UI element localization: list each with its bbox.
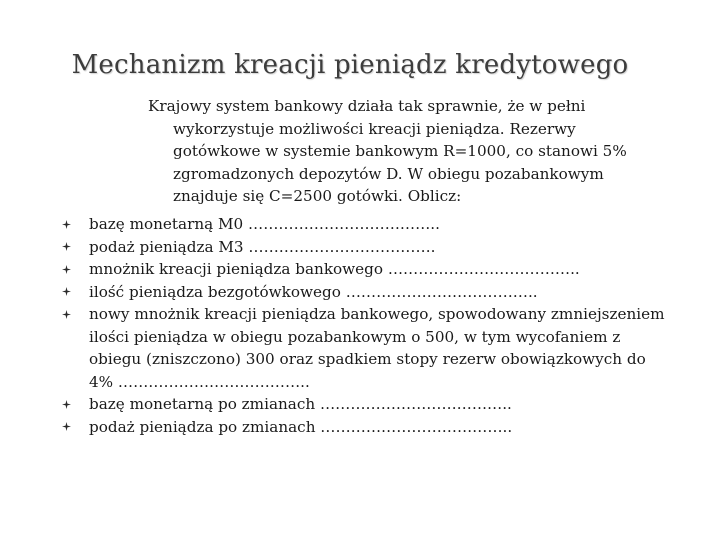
ornament-bullet-icon: [60, 416, 72, 439]
task-item: [60, 416, 670, 439]
ornament-bullet-icon: [60, 213, 72, 236]
ornament-bullet-icon: [60, 281, 72, 304]
task-item: [60, 393, 670, 416]
slide-title: Mechanizm kreacji pieniądz kredytowego: [71, 50, 629, 80]
ornament-bullet-icon: [60, 303, 72, 326]
task-text: podaż pieniądza po zmianach ………………………………..: [89, 417, 513, 436]
task-text: bazę monetarną po zmianach ………………………………..: [89, 395, 512, 413]
ornament-bullet-icon: [60, 393, 72, 416]
task-text: podaż pieniądza M3 ……………………………….: [89, 237, 436, 256]
task-item: [60, 236, 670, 259]
task-text: nowy mnożnik kreacji pieniądza bankowego, spowodowany zmniejszeniem ilości pieniądza w obiegu pozabankowym o 500, w tym wycofaniem z obiegu (zniszczono) 300 oraz spadkiem stopy rezerw obowiązkowych do 4% ………………………………..: [89, 305, 665, 391]
task-item: [60, 258, 670, 281]
intro-paragraph: Krajowy system bankowy działa tak sprawnie, że w pełni wykorzystuje możliwości kreacji pieniądza. Rezerwy gotówkowe w systemie bankowym R=1000, co stanowi 5% zgromadzonych depozytów D. W obiegu pozabankowym znajduje się C=2500 gotówki. Oblicz:: [148, 97, 627, 205]
ornament-bullet-icon: [60, 258, 72, 281]
task-text: bazę monetarną M0 ………………………………..: [89, 215, 440, 233]
task-item: [60, 303, 670, 393]
task-text: mnożnik kreacji pieniądza bankowego ………………………………..: [89, 260, 580, 278]
ornament-bullet-icon: [60, 236, 72, 259]
task-list: [60, 213, 670, 438]
task-text: ilość pieniądza bezgotówkowego ………………………………..: [89, 282, 538, 301]
task-item: [60, 281, 670, 304]
task-item: [60, 213, 670, 236]
